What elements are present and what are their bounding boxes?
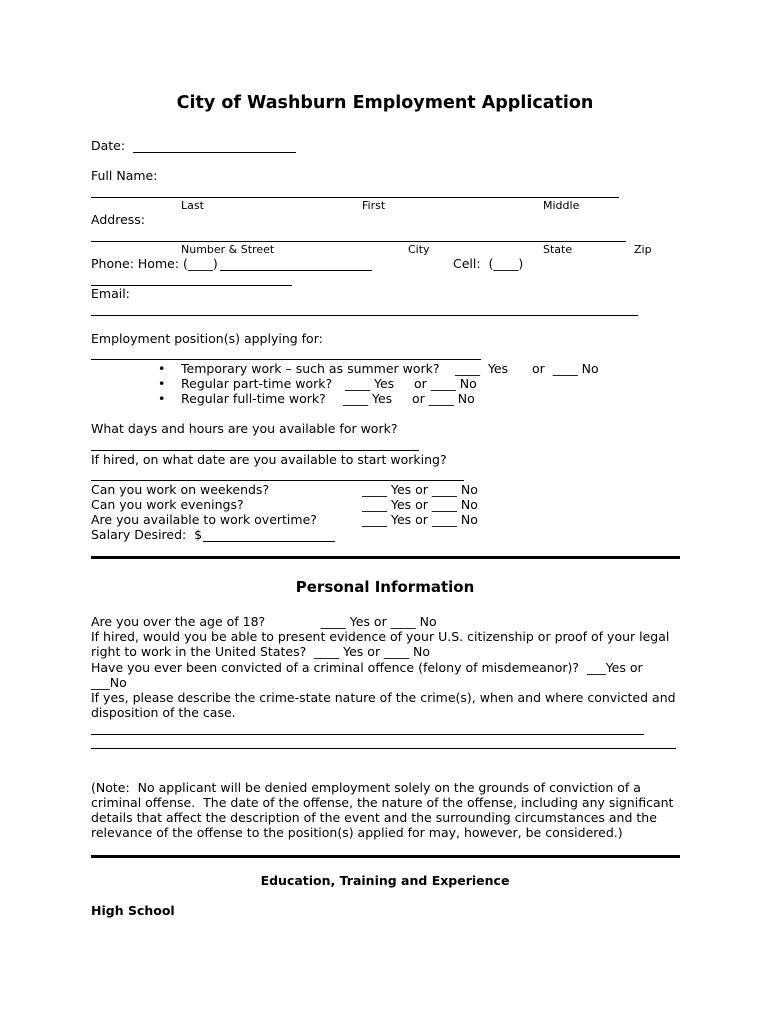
evenings-answer[interactable]: ____ Yes or ____ No: [362, 497, 478, 512]
date-field-line[interactable]: [133, 152, 296, 153]
education-heading: Education, Training and Experience: [260, 873, 510, 888]
home-phone-field-line[interactable]: [220, 270, 372, 271]
age-question: Are you over the age of 18? ____ Yes or ____ No: [91, 614, 437, 629]
crime-disposition-prompt: disposition of the case.: [91, 705, 236, 720]
overtime-answer[interactable]: ____ Yes or ____ No: [362, 512, 478, 527]
conviction-no-option: ___No: [91, 675, 127, 690]
crime-description-line[interactable]: [91, 734, 644, 735]
full-name-label: Full Name:: [91, 168, 158, 183]
bullet: •: [158, 361, 166, 376]
positions-field-line[interactable]: [91, 359, 481, 360]
availability-field-line[interactable]: [91, 450, 419, 451]
weekends-question: Can you work on weekends?: [91, 482, 270, 497]
note-line: (Note: No applicant will be denied employment solely on the grounds of conviction of a: [91, 780, 641, 795]
high-school-label: High School: [91, 903, 175, 918]
note-line: criminal offense. The date of the offense, the nature of the offense, including any significant: [91, 795, 674, 810]
first-name-sublabel: First: [362, 199, 386, 212]
note-line: details that affect the description of the event and the surrounding circumstances and the: [91, 810, 657, 825]
temporary-work-answer[interactable]: ____ Yes or ____ No: [455, 361, 599, 376]
work-right-question: right to work in the United States? ____ Yes or ____ No: [91, 644, 431, 659]
email-field-line[interactable]: [91, 315, 638, 316]
date-label: Date:: [91, 138, 126, 153]
temporary-work-question: Temporary work – such as summer work?: [181, 361, 440, 376]
address-label: Address:: [91, 212, 145, 227]
note-line: relevance of the offense to the position(s) applied for may, however, be considered.): [91, 825, 623, 840]
part-time-work-answer[interactable]: ____ Yes or ____ No: [345, 376, 477, 391]
full-time-work-question: Regular full-time work?: [181, 391, 326, 406]
overtime-question: Are you available to work overtime?: [91, 512, 317, 527]
section-divider: [91, 556, 680, 559]
crime-description-line[interactable]: [91, 748, 676, 749]
home-phone-label: Phone: Home: (____): [91, 256, 218, 271]
salary-label: Salary Desired: $: [91, 527, 203, 542]
street-sublabel: Number & Street: [181, 243, 275, 256]
last-name-sublabel: Last: [181, 199, 204, 212]
positions-label: Employment position(s) applying for:: [91, 331, 323, 346]
city-sublabel: City: [408, 243, 430, 256]
bullet: •: [158, 391, 166, 406]
conviction-question: Have you ever been convicted of a criminal offence (felony of misdemeanor)? ___Yes or: [91, 660, 643, 675]
crime-description-prompt: If yes, please describe the crime-state nature of the crime(s), when and where convicted and: [91, 690, 676, 705]
salary-field-line[interactable]: [203, 541, 335, 542]
full-time-work-answer[interactable]: ____ Yes or ____ No: [343, 391, 475, 406]
weekends-answer[interactable]: ____ Yes or ____ No: [362, 482, 478, 497]
email-label: Email:: [91, 286, 130, 301]
full-name-field-line[interactable]: [91, 197, 619, 198]
evenings-question: Can you work evenings?: [91, 497, 244, 512]
middle-name-sublabel: Middle: [543, 199, 580, 212]
form-title: City of Washburn Employment Application: [176, 93, 594, 113]
zip-sublabel: Zip: [634, 243, 652, 256]
personal-info-heading: Personal Information: [295, 578, 475, 596]
citizenship-question: If hired, would you be able to present evidence of your U.S. citizenship or proof of your legal: [91, 629, 670, 644]
state-sublabel: State: [543, 243, 573, 256]
start-date-label: If hired, on what date are you available to start working?: [91, 452, 447, 467]
part-time-work-question: Regular part-time work?: [181, 376, 333, 391]
availability-label: What days and hours are you available for work?: [91, 421, 398, 436]
cell-phone-label: Cell: (____): [453, 256, 524, 271]
bullet: •: [158, 376, 166, 391]
start-date-field-line[interactable]: [91, 480, 464, 481]
section-divider: [91, 855, 680, 858]
